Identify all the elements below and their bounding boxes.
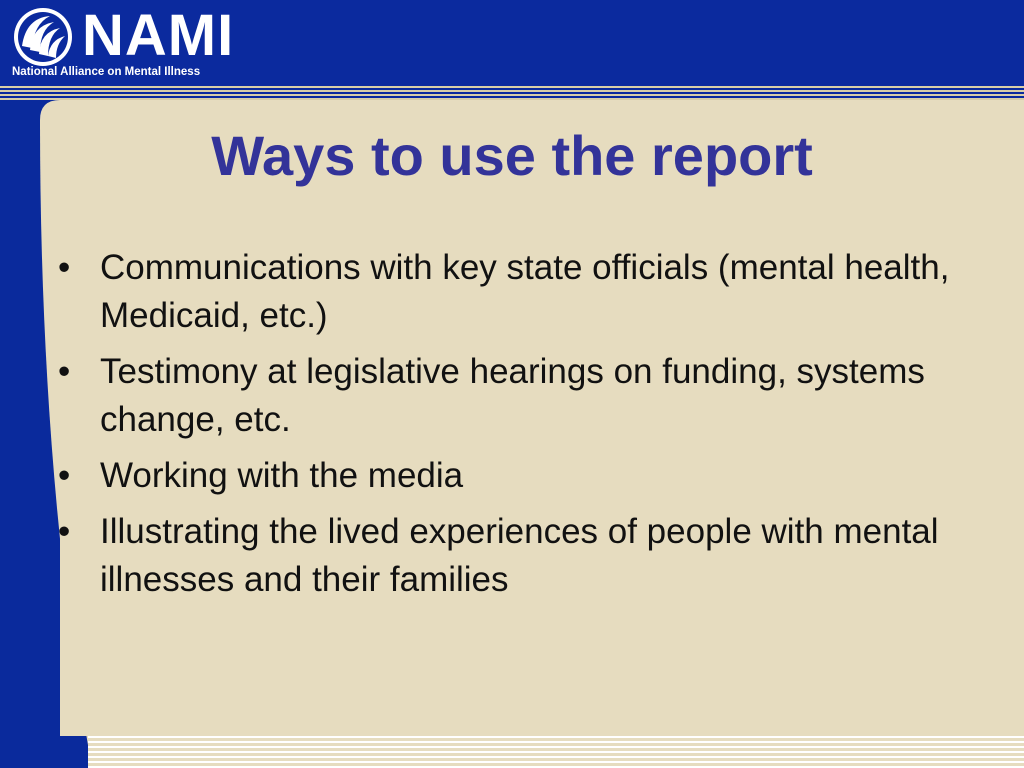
header-stripes <box>0 86 1024 100</box>
bullet-marker: • <box>58 512 71 551</box>
nami-tagline: National Alliance on Mental Illness <box>12 66 201 78</box>
footer-stripes <box>88 736 1024 768</box>
nami-logo <box>8 4 238 82</box>
bullet-marker: • <box>58 248 71 287</box>
bullet-item <box>54 348 974 444</box>
bullet-marker: • <box>58 352 71 391</box>
nami-swirl-logo-icon <box>12 6 76 68</box>
bullet-item <box>54 452 974 500</box>
bullet-text: Communications with key state officials (mental health, Medicaid, etc.) <box>100 248 950 335</box>
bullet-marker: • <box>58 456 71 495</box>
bullet-text: Illustrating the lived experiences of people with mental illnesses and their families <box>100 512 939 599</box>
bullet-text: Working with the media <box>100 456 464 495</box>
bullet-item <box>54 508 974 604</box>
nami-wordmark: NAMI <box>82 3 235 68</box>
bullet-item <box>54 244 974 340</box>
slide-title: Ways to use the report <box>211 124 813 187</box>
bullet-text: Testimony at legislative hearings on funding, systems change, etc. <box>100 352 925 439</box>
bullet-list <box>54 244 974 612</box>
